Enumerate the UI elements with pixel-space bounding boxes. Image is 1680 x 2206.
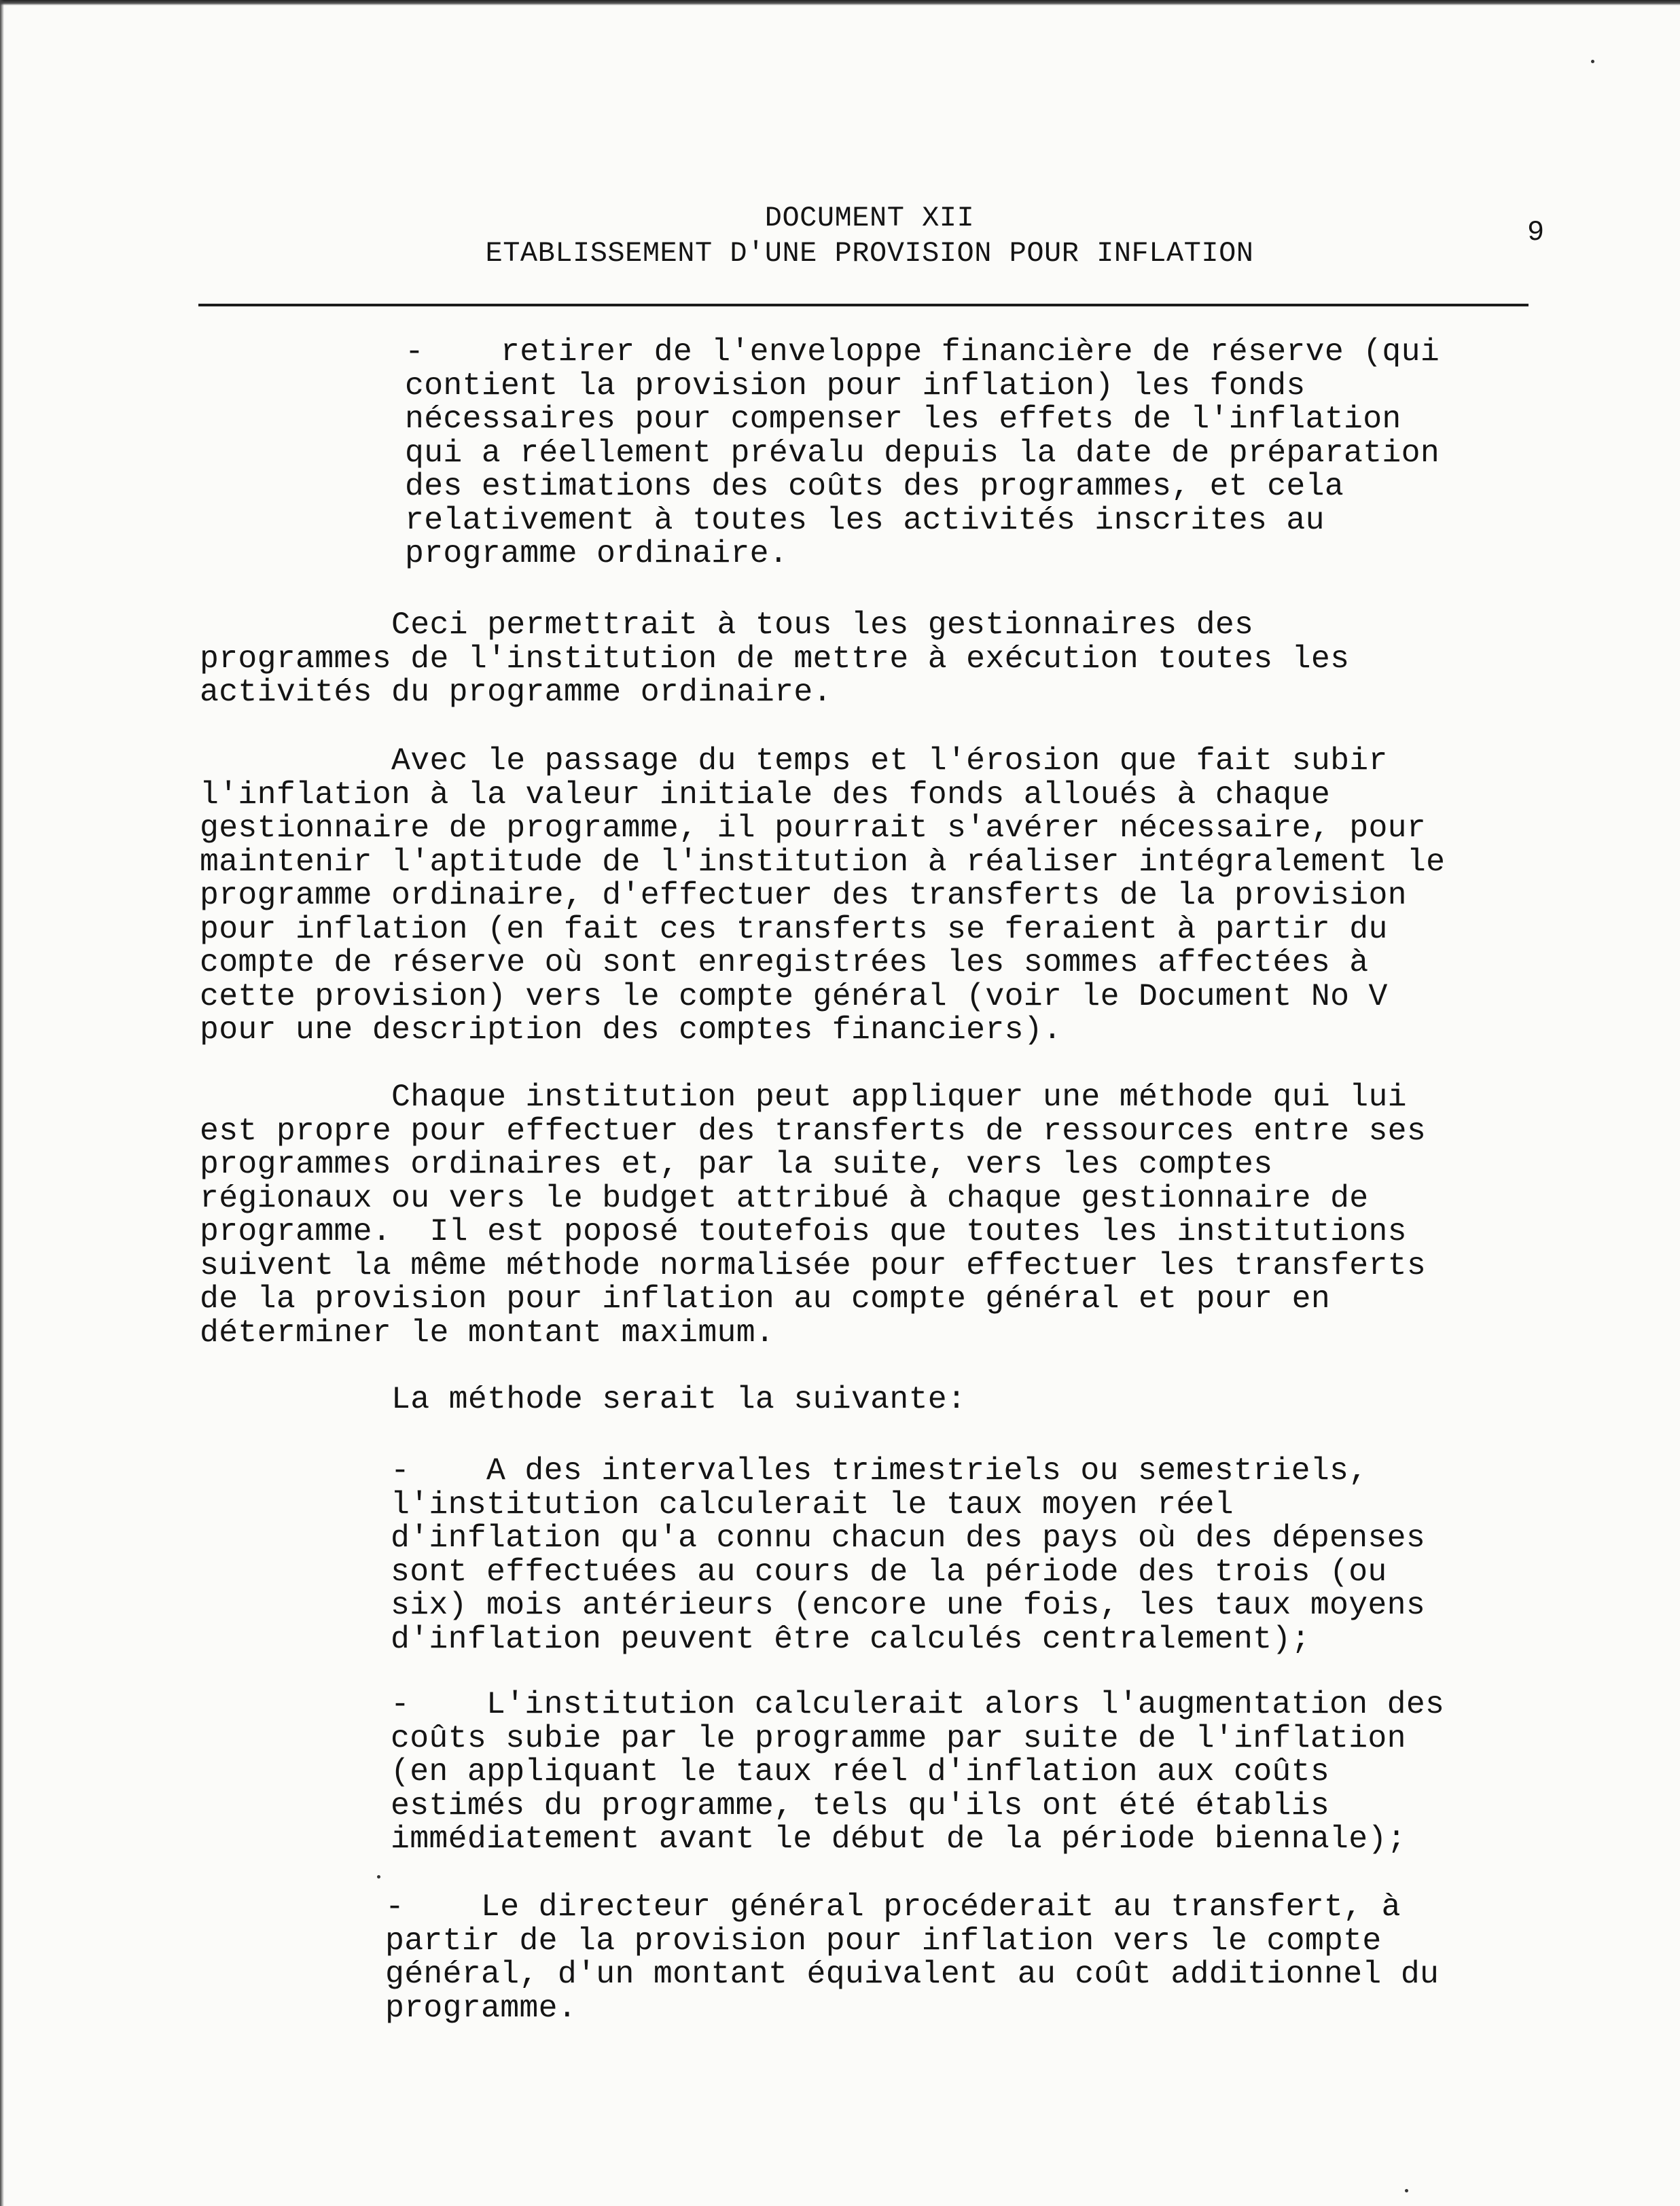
text-line: cette provision) vers le compte général (voir le Document No V (200, 978, 1388, 1014)
text-line: gestionnaire de programme, il pourrait s'avérer nécessaire, pour (200, 810, 1427, 846)
text-line: général, d'un montant équivalent au coût additionnel du (385, 1956, 1440, 1992)
text-line: régionaux ou vers le budget attribué à chaque gestionnaire de (200, 1179, 1369, 1216)
text-line: des estimations des coûts des programmes, et cela (405, 468, 1344, 504)
paragraph-avec (200, 744, 1445, 1047)
text-line: l'inflation à la valeur initiale des fonds alloués à chaque (200, 776, 1331, 813)
text-line: - Le directeur général procéderait au transfert, à (385, 1889, 1401, 1925)
text-line: d'inflation qu'a connu chacun des pays où des dépenses (391, 1520, 1426, 1556)
text-line: (en appliquant le taux réel d'inflation aux coûts (391, 1754, 1330, 1790)
text-line: Ceci permettrait à tous les gestionnaires des (200, 607, 1254, 643)
text-line: programmes de l'institution de mettre à exécution toutes les (200, 640, 1350, 677)
text-line: pour une description des comptes financiers). (200, 1012, 1062, 1048)
paragraph-chaque (200, 1080, 1426, 1349)
text-line: nécessaires pour compenser les effets de l'inflation (405, 401, 1401, 437)
text-line: déterminer le montant maximum. (200, 1314, 775, 1351)
text-line: estimés du programme, tels qu'ils ont été établis (391, 1787, 1330, 1823)
text-line: compte de réserve où sont enregistrées les sommes affectées à (200, 944, 1369, 980)
text-line: qui a réellement prévalu depuis la date de préparation (405, 434, 1440, 471)
text-line: est propre pour effectuer des transferts de ressources entre ses (200, 1112, 1427, 1149)
text-line: suivent la même méthode normalisée pour effectuer les transferts (200, 1247, 1427, 1283)
text-line: programme. Il est poposé toutefois que toutes les institutions (200, 1213, 1407, 1249)
text-line: - retirer de l'enveloppe financière de réserve (qui (405, 334, 1440, 370)
text-line: programme ordinaire. (405, 535, 789, 571)
text-line: programmes ordinaires et, par la suite, vers les comptes (200, 1146, 1273, 1182)
page-number: 9 (1527, 216, 1545, 249)
paragraph-ceci (200, 608, 1349, 709)
text-line: partir de la provision pour inflation vers le compte (385, 1922, 1382, 1959)
text-line: La méthode serait la suivante: (200, 1381, 967, 1417)
bullet-retirer (405, 335, 1440, 571)
bullet-directeur (385, 1890, 1439, 2025)
text-line: programme ordinaire, d'effectuer des transferts de la provision (200, 877, 1407, 913)
document-subtitle: ETABLISSEMENT D'UNE PROVISION POUR INFLATION (485, 237, 1254, 270)
text-line: Chaque institution peut appliquer une méthode qui lui (200, 1079, 1407, 1115)
document-title: DOCUMENT XII (764, 202, 975, 234)
text-line: - L'institution calculerait alors l'augmentation des (391, 1686, 1445, 1722)
text-line: pour inflation (en fait ces transferts se feraient à partir du (200, 910, 1388, 947)
text-line: contient la provision pour inflation) les fonds (405, 367, 1306, 404)
text-line: relativement à toutes les activités inscrites au (405, 501, 1325, 538)
text-line: programme. (385, 1989, 577, 2026)
text-line: d'inflation peuvent être calculés centralement); (391, 1620, 1310, 1657)
text-line: - A des intervalles trimestriels ou semestriels, (391, 1453, 1368, 1489)
paragraph-methode (200, 1383, 966, 1417)
text-line: de la provision pour inflation au compte général et pour en (200, 1281, 1331, 1317)
text-line: maintenir l'aptitude de l'institution à réaliser intégralement le (200, 843, 1446, 880)
text-line: activités du programme ordinaire. (200, 674, 832, 710)
text-line: coûts subie par le programme par suite de l'inflation (391, 1720, 1406, 1756)
bullet-augmentation (391, 1688, 1444, 1856)
text-line: immédiatement avant le début de la période biennale); (391, 1821, 1406, 1857)
text-line: six) mois antérieurs (encore une fois, les taux moyens (391, 1587, 1426, 1623)
text-line: Avec le passage du temps et l'érosion que fait subir (200, 743, 1388, 779)
bullet-intervalles (391, 1454, 1425, 1656)
text-line: l'institution calculerait le taux moyen réel (391, 1486, 1234, 1523)
text-line: sont effectuées au cours de la période des trois (ou (391, 1553, 1387, 1590)
